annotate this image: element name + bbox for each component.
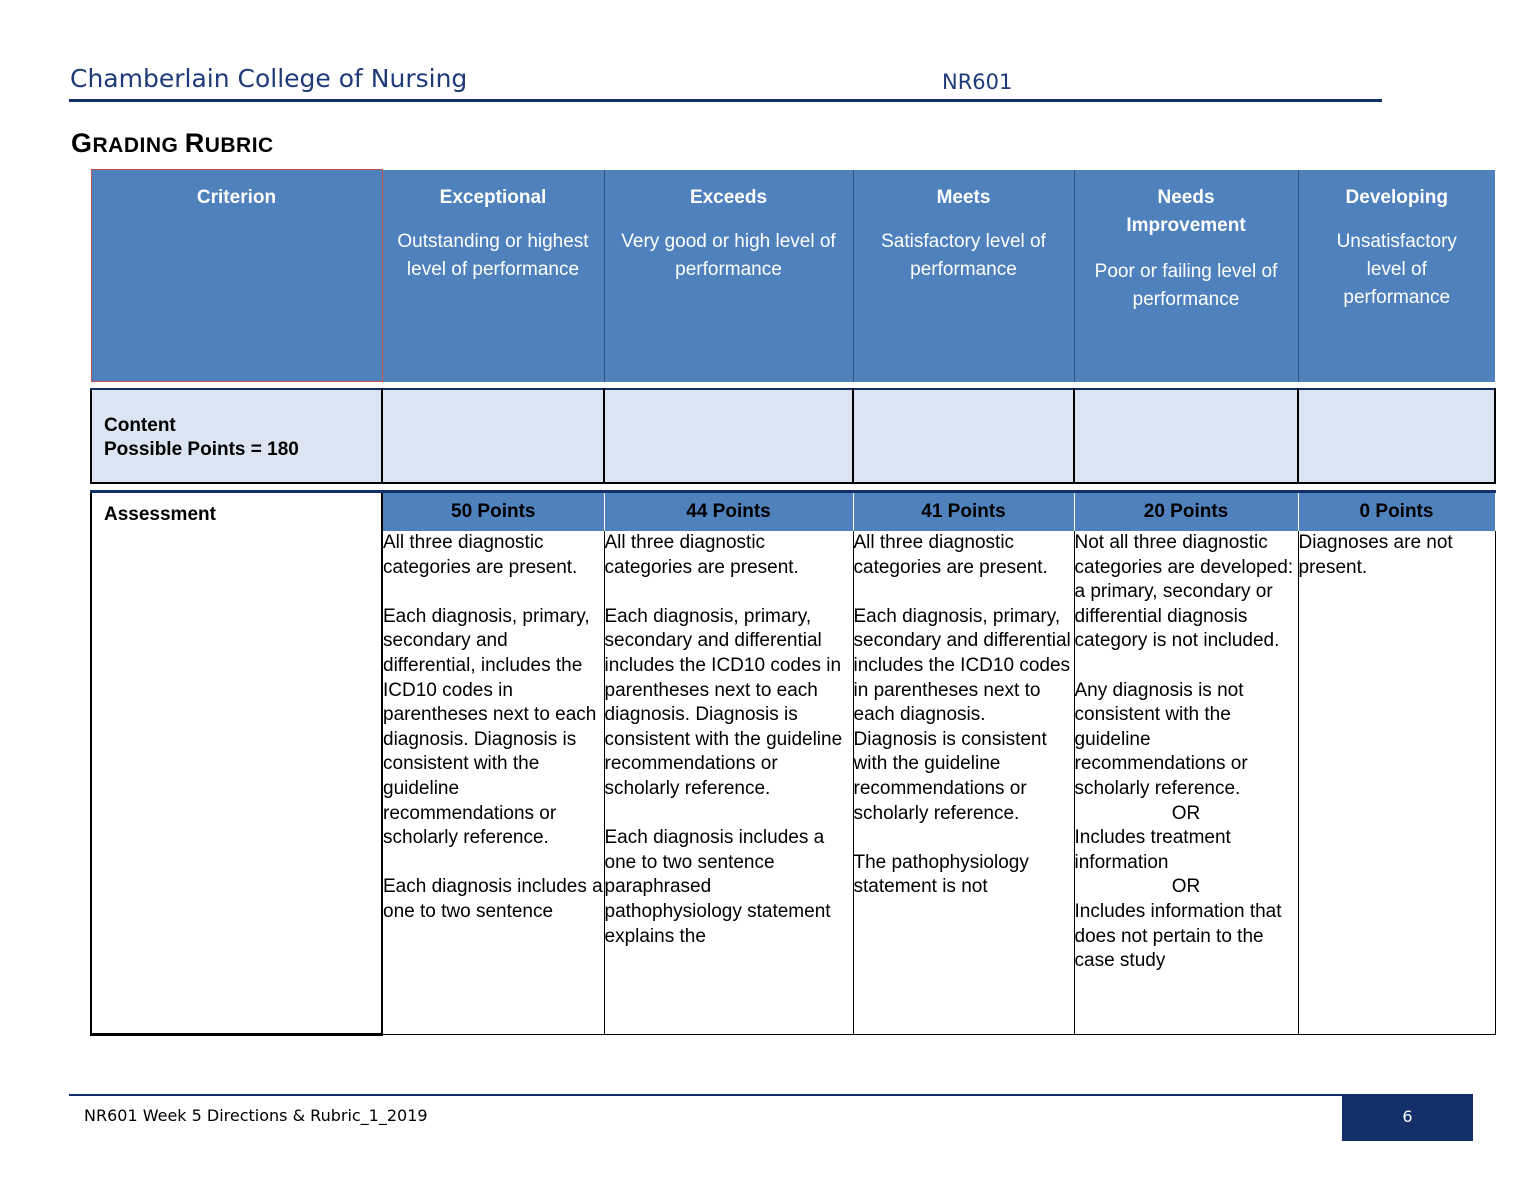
school-name: Chamberlain College of Nursing	[70, 64, 468, 93]
criteria-exceptional: All three diagnostic categories are present. Each diagnosis, primary, secondary and differential, includes the ICD10 codes in parentheses next to each diagnosis. Diagnosis is consistent with the guideline recommendations or scholarly reference. Each diagnosis includes a one to two sentence	[382, 531, 604, 1035]
criteria-needs-improvement: Not all three diagnostic categories are developed: a primary, secondary or differential diagnosis category is not included. Any diagnosis is not consistent with the guideline recommendations or scholarly reference. OR Includes treatment information OR Includes information that does not pertain to the case study	[1074, 531, 1298, 1035]
page-number: 6	[1342, 1096, 1473, 1141]
points-developing: 0 Points	[1298, 492, 1495, 532]
level-header-exceptional: Exceptional Outstanding or highest level of performance	[382, 170, 604, 382]
level-header-meets: Meets Satisfactory level of performance	[853, 170, 1074, 382]
points-exceeds: 44 Points	[604, 492, 853, 532]
assessment-label: Assessment	[91, 492, 382, 532]
level-header-needs-improvement: Needs Improvement Poor or failing level of performance	[1074, 170, 1298, 382]
level-header-exceeds: Exceeds Very good or high level of performance	[604, 170, 853, 382]
possible-points: Possible Points = 180	[104, 439, 299, 460]
footer-rule	[69, 1094, 1473, 1096]
criteria-meets: All three diagnostic categories are present. Each diagnosis, primary, secondary and differential includes the ICD10 codes in parentheses next to each diagnosis. Diagnosis is consistent with the guideline recommendations or scholarly reference. The pathophysiology statement is not	[853, 531, 1074, 1035]
assessment-criteria-row	[91, 531, 1495, 1035]
course-code: NR601	[942, 70, 1013, 94]
criteria-developing: Diagnoses are not present.	[1298, 531, 1495, 1035]
level-header-developing: Developing Unsatisfactory level of performance	[1298, 170, 1495, 382]
header-rule	[69, 99, 1382, 102]
content-label: Content	[104, 415, 176, 436]
points-meets: 41 Points	[853, 492, 1074, 532]
criterion-header: Criterion	[91, 170, 382, 382]
points-needs-improvement: 20 Points	[1074, 492, 1298, 532]
footer-document-name: NR601 Week 5 Directions & Rubric_1_2019	[84, 1106, 428, 1125]
content-row	[91, 389, 1495, 483]
grading-rubric-table	[90, 169, 1496, 1036]
points-row	[91, 492, 1495, 532]
content-label-cell	[91, 389, 382, 483]
page-title: GRADING RUBRIC	[71, 128, 274, 158]
rubric-header-row	[91, 170, 1495, 382]
points-exceptional: 50 Points	[382, 492, 604, 532]
criteria-exceeds: All three diagnostic categories are present. Each diagnosis, primary, secondary and differential includes the ICD10 codes in parentheses next to each diagnosis. Diagnosis is consistent with the guideline recommendations or scholarly reference. Each diagnosis includes a one to two sentence paraphrased pathophysiology statement explains the	[604, 531, 853, 1035]
